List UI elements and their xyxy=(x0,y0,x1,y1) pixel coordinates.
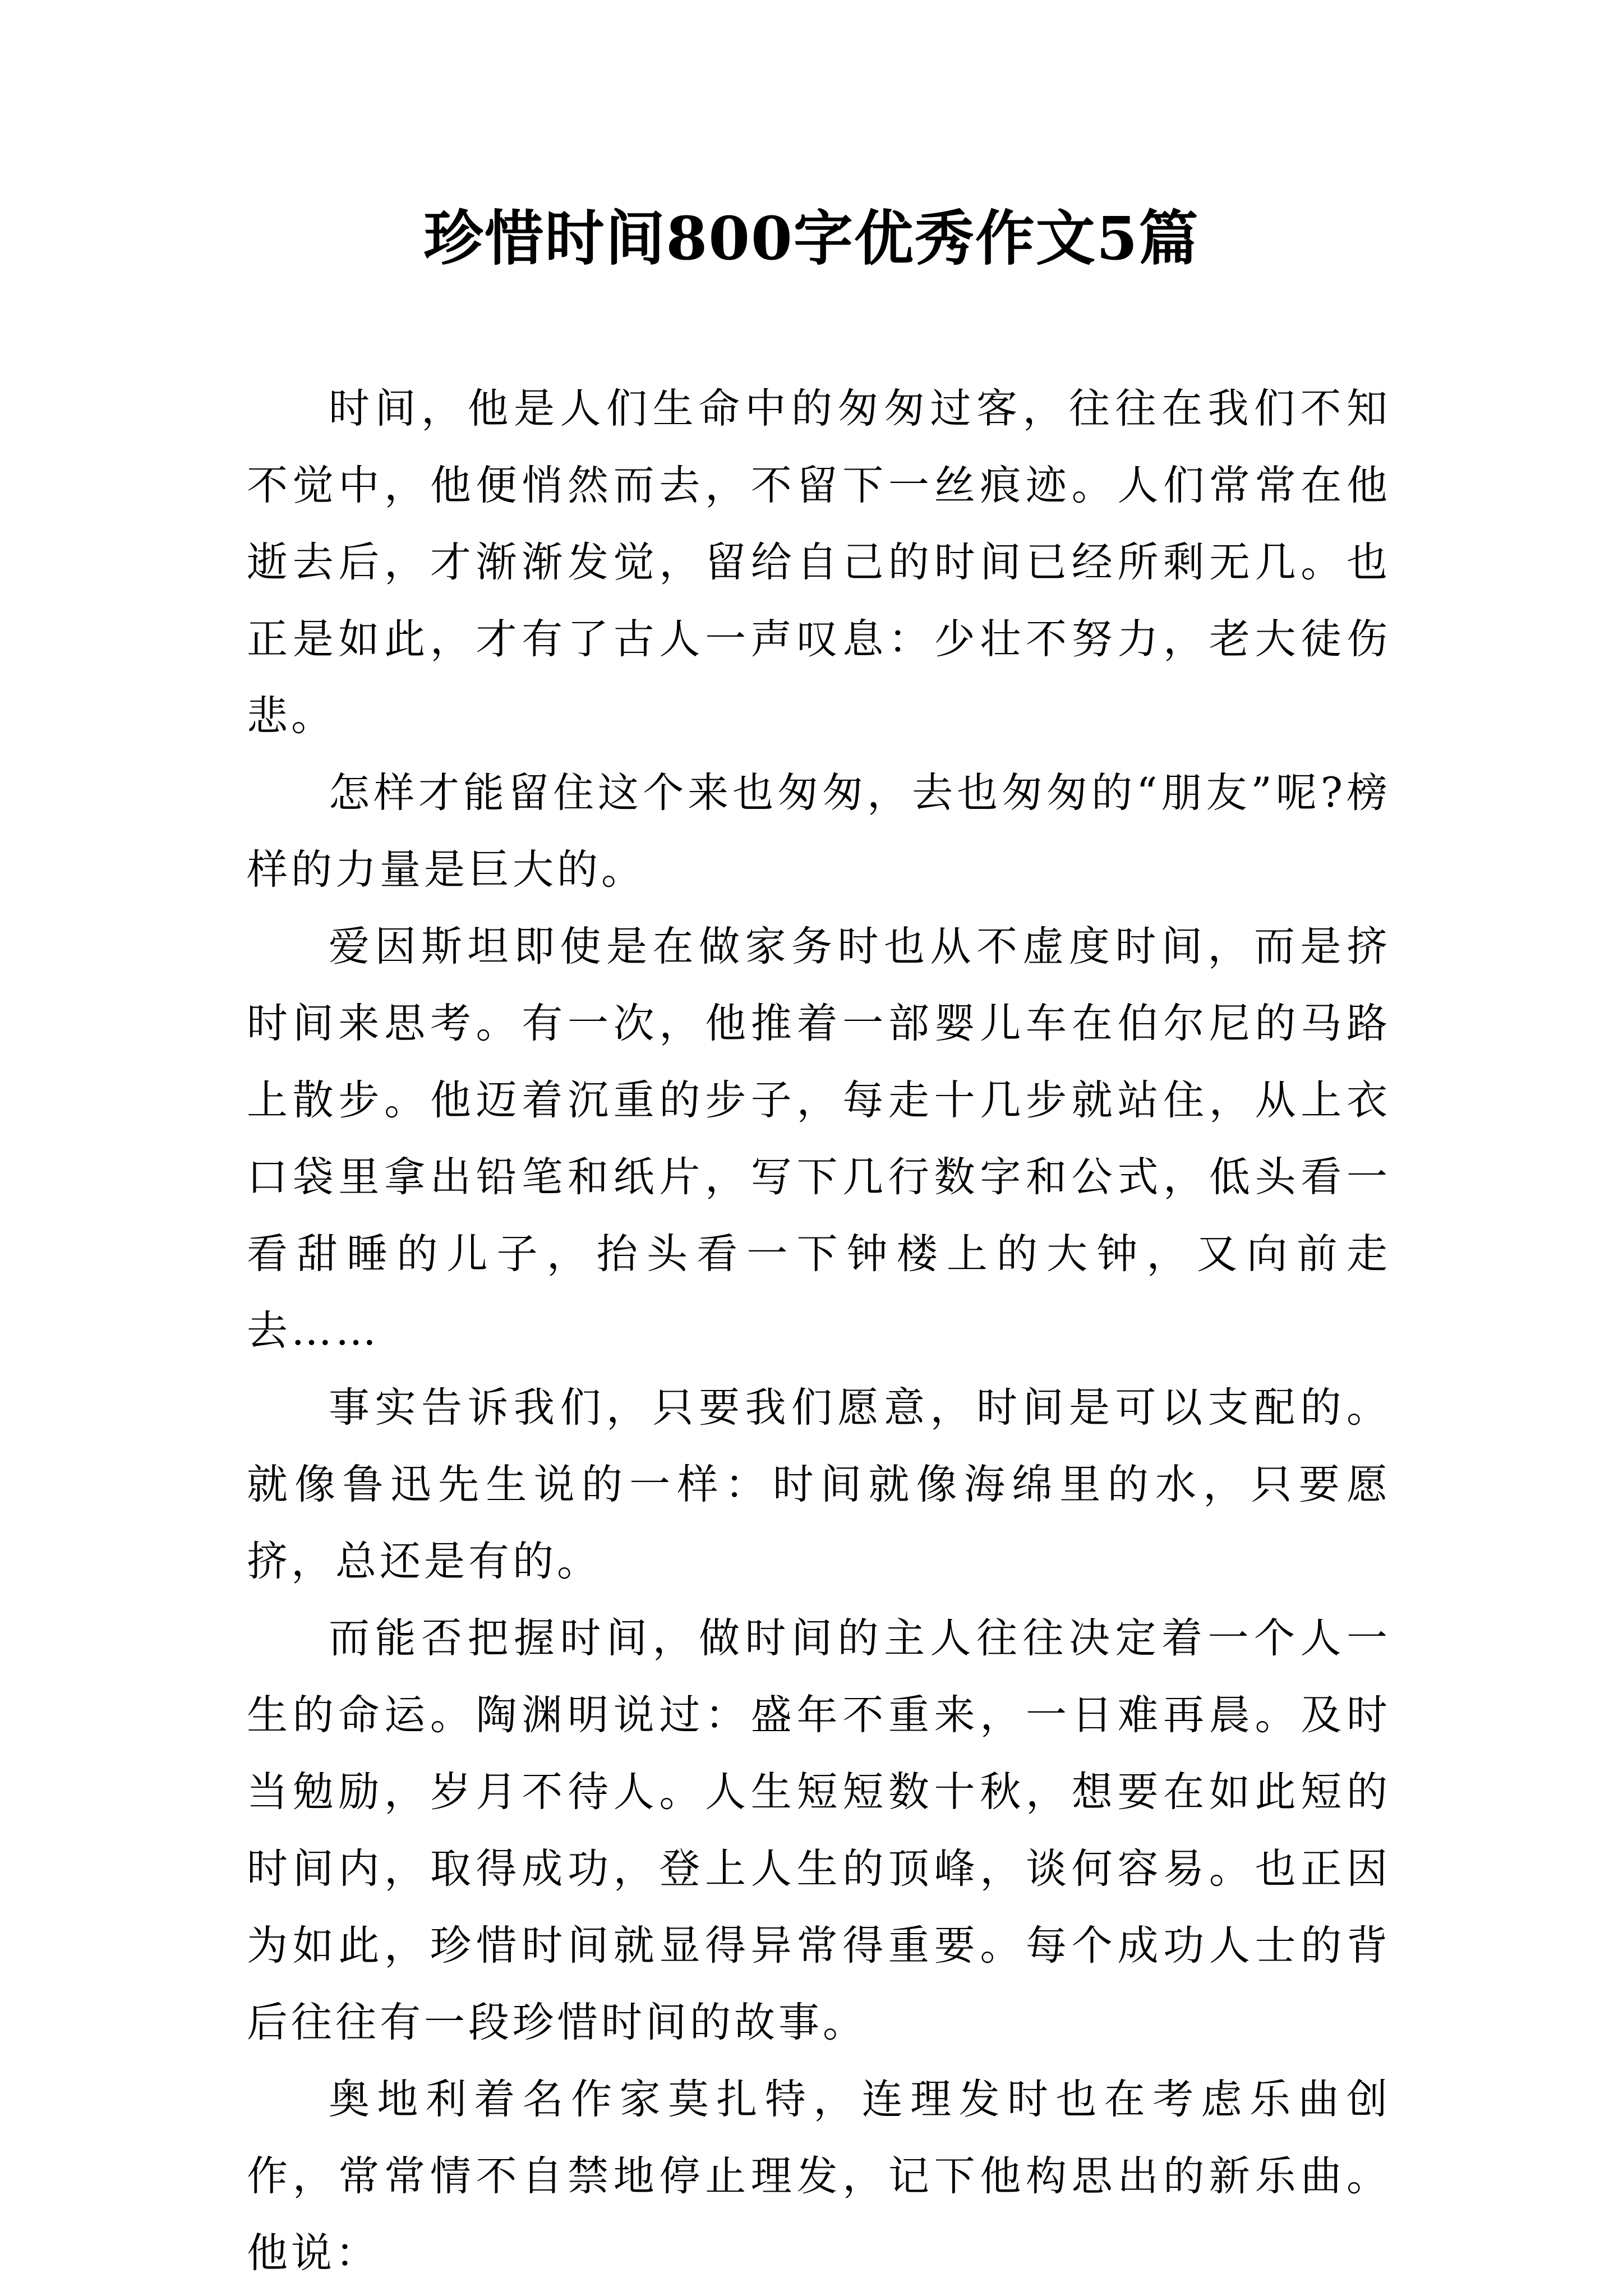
paragraph: 时间，他是人们生命中的匆匆过客，往往在我们不知不觉中，他便悄然而去，不留下一丝痕迹。人们常常在他逝去后，才渐渐发觉，留给自己的时间已经所剩无几。也正是如此，才有了古人一声叹息：少壮不努力，老大徒伤悲。 xyxy=(247,385,1391,740)
paragraph: 爱因斯坦即使是在做家务时也从不虚度时间，而是挤时间来思考。有一次，他推着一部婴儿车在伯尔尼的马路上散步。他迈着沉重的步子，每走十几步就站住，从上衣口袋里拿出铅笔和纸片，写下几行数字和公式，低头看一看甜睡的儿子，抬头看一下钟楼上的大钟，又向前走去…… xyxy=(247,923,1391,1355)
paragraph: 事实告诉我们，只要我们愿意，时间是可以支配的。就像鲁迅先生说的一样：时间就像海绵里的水，只要愿挤，总还是有的。 xyxy=(247,1384,1391,1585)
document-title: 珍惜时间800字优秀作文5篇 xyxy=(423,203,1200,273)
paragraph: 怎样才能留住这个来也匆匆，去也匆匆的“朋友”呢?榜样的力量是巨大的。 xyxy=(247,769,1391,894)
document-body xyxy=(247,370,1391,2292)
paragraph: 而能否把握时间，做时间的主人往往决定着一个人一生的命运。陶渊明说过：盛年不重来，一日难再晨。及时当勉励，岁月不待人。人生短短数十秋，想要在如此短的时间内，取得成功，登上人生的顶峰，谈何容易。也正因为如此，珍惜时间就显得异常得重要。每个成功人士的背后往往有一段珍惜时间的故事。 xyxy=(247,1614,1391,2046)
paragraph: 奥地利着名作家莫扎特，连理发时也在考虑乐曲创作，常常情不自禁地停止理发，记下他构思出的新乐曲。他说： xyxy=(247,2076,1391,2277)
